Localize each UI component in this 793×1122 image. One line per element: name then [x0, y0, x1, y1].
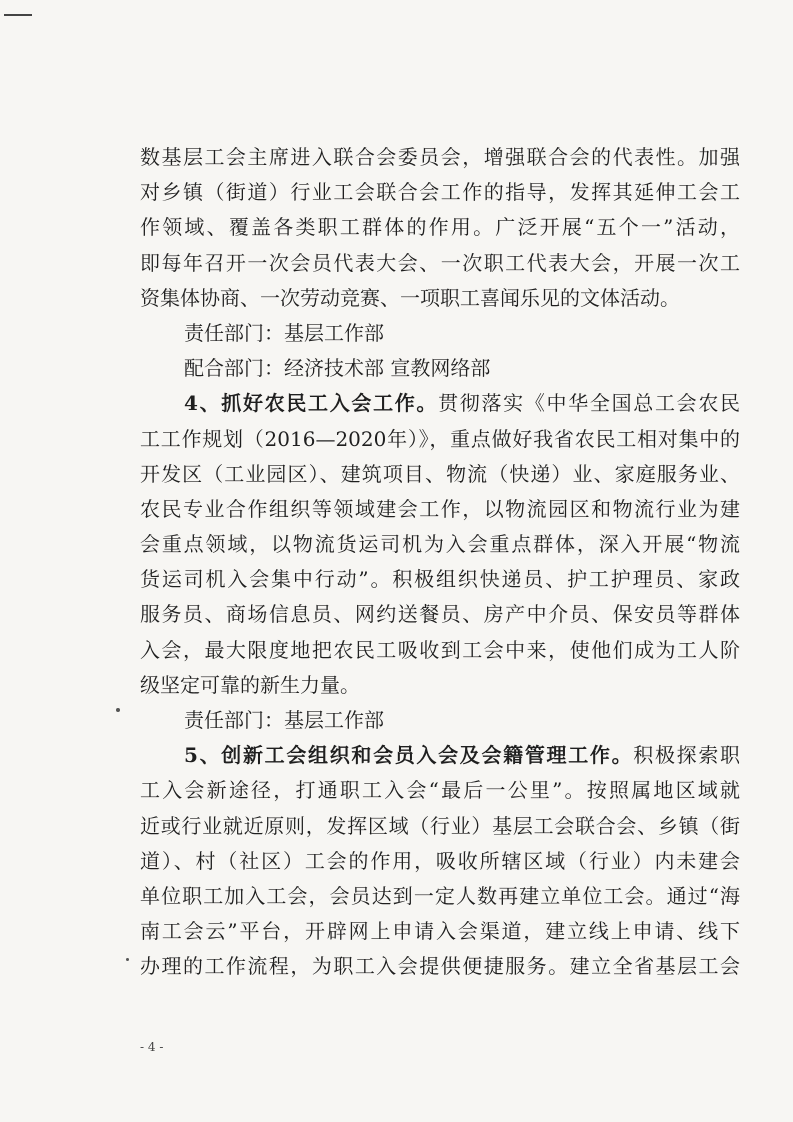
- section-4-first-line: [140, 386, 740, 421]
- section-5-heading: 5、创新工会组织和会员入会及会籍管理工作。: [184, 743, 634, 768]
- paragraph-line: 作领域、覆盖各类职工群体的作用。广泛开展“五个一”活动，: [140, 215, 740, 240]
- section-5-line: 工入会新途径，打通职工入会“最后一公里”。按照属地区域就: [140, 778, 740, 803]
- section-4-responsible-dept: 责任部门：基层工作部: [184, 708, 384, 732]
- document-page: [140, 140, 740, 985]
- paragraph-line: 对乡镇（街道）行业工会联合会工作的指导，发挥其延伸工会工: [140, 180, 740, 205]
- section-5-line: 南工会云”平台，开辟网上申请入会渠道，建立线上申请、线下: [140, 919, 740, 944]
- section-4-line: 级坚定可靠的新生力量。: [140, 672, 360, 697]
- section-4-first-line-text: 贯彻落实《中华全国总工会农民: [438, 391, 740, 416]
- paragraph-line: 数基层工会主席进入联合会委员会，增强联合会的代表性。加强: [140, 145, 740, 169]
- section-4-line: 入会，最大限度地把农民工吸收到工会中来，使他们成为工人阶: [140, 637, 740, 662]
- paragraph-line: 即每年召开一次会员代表大会、一次职工代表大会，开展一次工: [140, 250, 740, 275]
- section-4-line: 会重点领域，以物流货运司机为入会重点群体，深入开展“物流: [140, 532, 740, 557]
- scan-speck: [126, 958, 129, 961]
- section-5-line: 办理的工作流程，为职工入会提供便捷服务。建立全省基层工会: [140, 954, 740, 979]
- page-number: - 4 -: [140, 1040, 164, 1054]
- section-5-line: 单位职工加入工会，会员达到一定人数再建立单位工会。通过“海: [140, 883, 740, 908]
- section-5-line: 道）、村（社区）工会的作用，吸收所辖区域（行业）内未建会: [140, 848, 740, 873]
- section-5-first-line: [140, 738, 740, 773]
- cooperating-dept: 配合部门：经济技术部 宣教网络部: [184, 356, 491, 381]
- responsible-dept: 责任部门：基层工作部: [184, 320, 384, 345]
- section-4-heading: 4、抓好农民工入会工作。: [184, 391, 439, 416]
- section-4-line: 开发区（工业园区）、建筑项目、物流（快递）业、家庭服务业、: [140, 461, 740, 486]
- section-4-line: 农民专业合作组织等领域建会工作，以物流园区和物流行业为建: [140, 496, 740, 521]
- section-4-line: 货运司机入会集中行动”。积极组织快递员、护工护理员、家政: [140, 567, 740, 592]
- paragraph-line: 资集体协商、一次劳动竞赛、一项职工喜闻乐见的文体活动。: [140, 285, 680, 310]
- section-4-line: 服务员、商场信息员、网约送餐员、房产中介员、保安员等群体: [140, 602, 740, 627]
- top-margin-rule: [4, 14, 32, 16]
- section-5-line: 近或行业就近原则，发挥区域（行业）基层工会联合会、乡镇（街: [140, 813, 740, 838]
- section-4-line: 工工作规划（2016—2020年）》，重点做好我省农民工相对集中的: [140, 426, 740, 451]
- scan-speck: [116, 708, 120, 712]
- section-5-first-line-text: 积极探索职: [633, 743, 740, 768]
